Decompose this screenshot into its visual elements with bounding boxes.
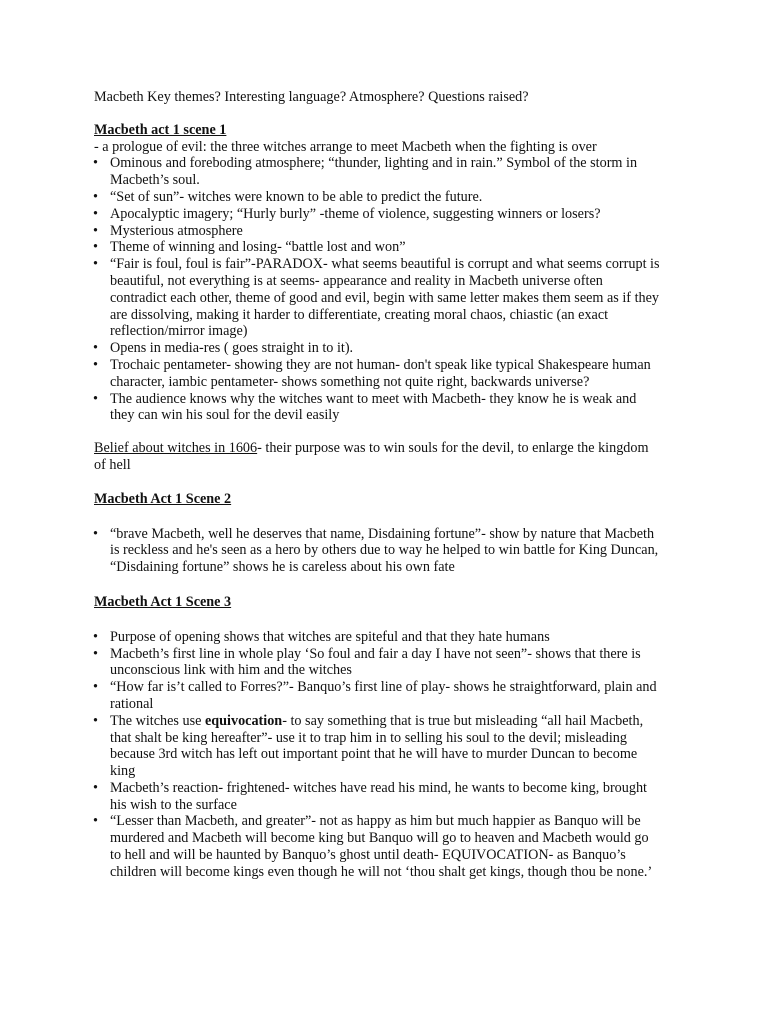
scene1-list xyxy=(94,155,660,424)
list-item: • Trochaic pentameter- showing they are not human- don't speak like typical Shakespeare human character, iambic pentameter- shows something not quite right, backwards universe? xyxy=(94,357,660,391)
bullet4-post: - to say something that is true but misleading “all hail Macbeth, that shalt be king hereafter”- use it to trap him in to selling his soul to the devil; misleading because 3rd witch has left out important point that he will have to murder Duncan to become king xyxy=(110,712,644,780)
list-item: • “Fair is foul, foul is fair”-PARADOX- what seems beautiful is corrupt and what seems corrupt is beautiful, not everything is at seems- appearance and reality in Macbeth universe often contradict each other, theme of good and evil, begin with same letter makes them seem as if they are dissolving, making it harder to differentiate, creating moral chaos, chiastic (an exact reflection/mirror image) xyxy=(94,256,660,340)
list-item: • Macbeth’s first line in whole play ‘So foul and fair a day I have not seen”- shows that there is unconscious link with him and the witches xyxy=(94,646,660,680)
list-item: • Macbeth’s reaction- frightened- witches have read his mind, he wants to become king, brought his wish to the surface xyxy=(94,780,660,814)
bullet4-pre: The witches use xyxy=(110,712,205,729)
scene2-heading: Macbeth Act 1 Scene 2 xyxy=(94,490,232,507)
list-item: • Ominous and foreboding atmosphere; “thunder, lighting and in rain.” Symbol of the storm in Macbeth’s soul. xyxy=(94,155,660,189)
scene3-heading: Macbeth Act 1 Scene 3 xyxy=(94,593,232,610)
equivocation-term: equivocation xyxy=(204,712,283,729)
intro-line: Macbeth Key themes? Interesting language? Atmosphere? Questions raised? xyxy=(94,89,529,105)
list-item: • “brave Macbeth, well he deserves that name, Disdaining fortune”- show by nature that Macbeth is reckless and he's seen as a hero by others due to way he helped to win battle for King Duncan, “Disdaining fortune” shows he is careless about his own fate xyxy=(94,526,660,576)
list-item: • Opens in media-res ( goes straight in to it). xyxy=(94,340,660,357)
list-item: • Purpose of opening shows that witches are spiteful and that they hate humans xyxy=(94,629,660,646)
belief-paragraph xyxy=(94,440,654,474)
list-item: • “Set of sun”- witches were known to be able to predict the future. xyxy=(94,189,660,206)
list-item xyxy=(94,713,660,780)
list-item: • Mysterious atmosphere xyxy=(94,223,660,240)
list-item: • “How far is’t called to Forres?”- Banquo’s first line of play- shows he straightforward, plain and rational xyxy=(94,679,660,713)
list-item: • The audience knows why the witches want to meet with Macbeth- they know he is weak and they can win his soul for the devil easily xyxy=(94,391,660,425)
belief-text: - their purpose was to win souls for the devil, to enlarge the kingdom of hell xyxy=(94,440,649,473)
scene1-prologue: - a prologue of evil: the three witches arrange to meet Macbeth when the fighting is over xyxy=(94,138,597,155)
belief-label: Belief about witches in 1606 xyxy=(94,440,258,457)
scene3-list xyxy=(94,629,660,881)
list-item: • Theme of winning and losing- “battle lost and won” xyxy=(94,239,660,256)
list-item: • Apocalyptic imagery; “Hurly burly” -theme of violence, suggesting winners or losers? xyxy=(94,206,660,223)
list-item: • “Lesser than Macbeth, and greater”- not as happy as him but much happier as Banquo will be murdered and Macbeth will become king but Banquo will go to heaven and Macbeth would go to hell and will be haunted by Banquo’s ghost until death- EQUIVOCATION- as Banquo’s children will become kings even though he will not ‘thou shalt get kings, though thou be none.’ xyxy=(94,813,660,880)
scene2-list xyxy=(94,526,660,576)
scene1-heading: Macbeth act 1 scene 1 xyxy=(94,121,227,138)
